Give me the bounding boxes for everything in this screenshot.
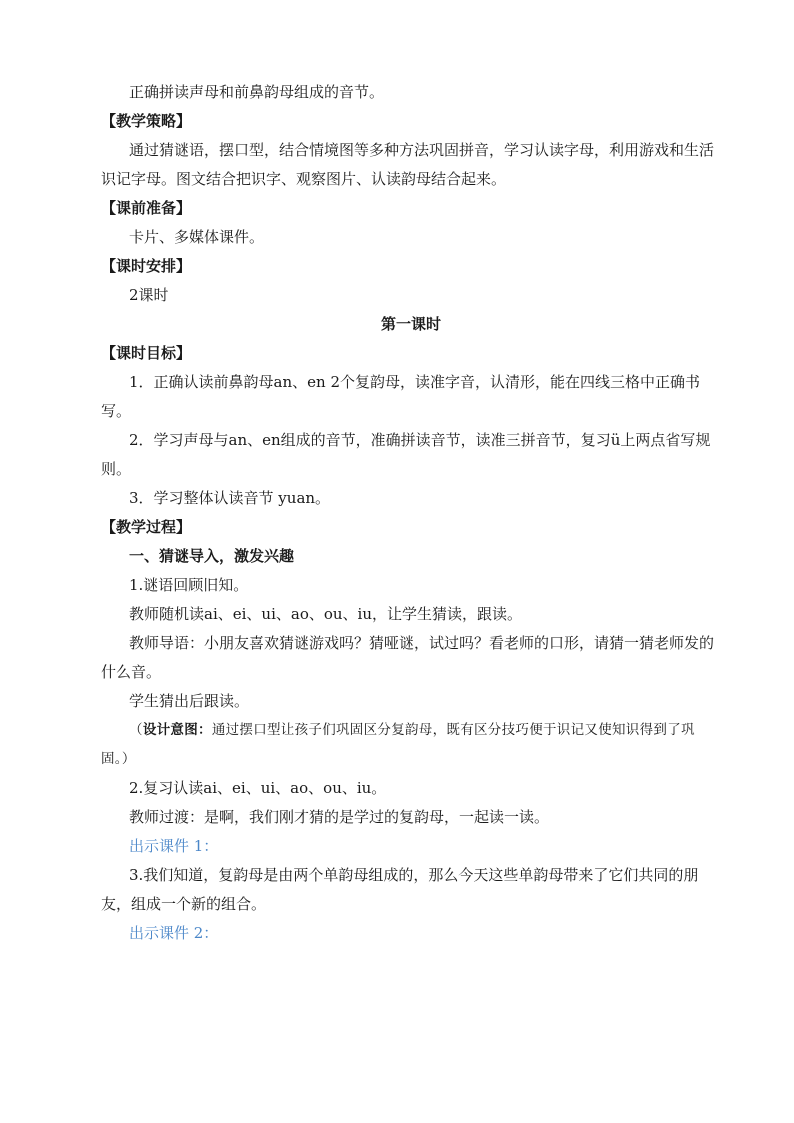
goal-3: 3．学习整体认读音节 yuan。 bbox=[129, 489, 331, 507]
students-guess: 学生猜出后跟读。 bbox=[129, 692, 250, 710]
process-heading: 【教学过程】 bbox=[101, 518, 192, 536]
design-text: 通过摆口型让孩子们巩固区分复韵母，既有区分技巧便于识记又使知识得到了巩固。） bbox=[101, 722, 695, 767]
prep-heading: 【课前准备】 bbox=[101, 199, 192, 217]
strategy-text: 通过猜谜语，摆口型，结合情境图等多种方法巩固拼音，学习认读字母，利用游戏和生活识记字母。图文结合把识字、观察图片、认读韵母结合起来。 bbox=[101, 141, 715, 188]
design-intent bbox=[101, 716, 721, 774]
teacher-guide: 教师导语：小朋友喜欢猜谜游戏吗？猜哑谜，试过吗？看老师的口形，请猜一猜老师发的什么音。 bbox=[101, 634, 715, 681]
goals-heading: 【课时目标】 bbox=[101, 344, 192, 362]
goal-1: 1．正确认读前鼻韵母an、en 2个复韵母，读准字音，认清形，能在四线三格中正确书写。 bbox=[101, 373, 700, 420]
strategy-heading: 【教学策略】 bbox=[101, 112, 192, 130]
intro-line: 正确拼读声母和前鼻韵母组成的音节。 bbox=[129, 83, 385, 101]
lesson-title: 第一课时 bbox=[380, 315, 441, 333]
goal-2: 2．学习声母与an、en组成的音节，准确拼读音节，读准三拼音节，复习ü上两点省写规则。 bbox=[101, 431, 711, 478]
teacher-transition: 教师过渡：是啊，我们刚才猜的是学过的复韵母，一起读一读。 bbox=[129, 808, 550, 826]
prep-text: 卡片、多媒体课件。 bbox=[129, 228, 265, 246]
teacher-read: 教师随机读ai、ei、ui、ao、ou、iu，让学生猜读，跟读。 bbox=[129, 605, 522, 623]
section-1-heading: 一、猜谜导入，激发兴趣 bbox=[129, 547, 295, 565]
design-open: （ bbox=[129, 722, 143, 738]
step-1: 1.谜语回顾旧知。 bbox=[129, 576, 249, 594]
courseware-2-link[interactable]: 出示课件 2： bbox=[129, 924, 219, 942]
design-label: 设计意图： bbox=[142, 722, 212, 738]
document-body bbox=[101, 78, 721, 948]
step-3: 3.我们知道，复韵母是由两个单韵母组成的，那么今天这些单韵母带来了它们共同的朋友，组成一个新的组合。 bbox=[101, 866, 699, 913]
courseware-1-link[interactable]: 出示课件 1： bbox=[129, 837, 219, 855]
schedule-text: 2课时 bbox=[129, 286, 169, 304]
step-2: 2.复习认读ai、ei、ui、ao、ou、iu。 bbox=[129, 779, 387, 797]
schedule-heading: 【课时安排】 bbox=[101, 257, 192, 275]
